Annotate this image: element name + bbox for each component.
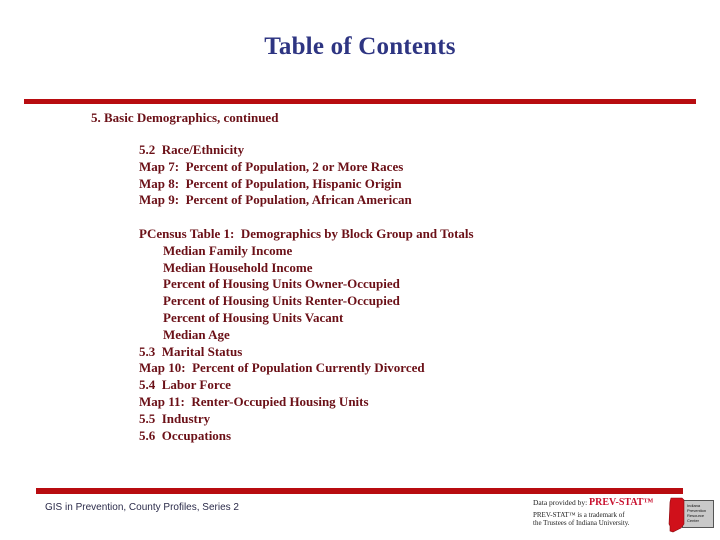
logo-text-line: Center	[687, 518, 700, 523]
footer-divider	[36, 488, 683, 494]
prev-stat-brand: PREV-STAT™	[589, 497, 654, 508]
toc-item: Map 10: Percent of Population Currently Divorced	[139, 360, 425, 376]
provided-by-line	[533, 499, 663, 507]
toc-item: 5.6 Occupations	[139, 427, 232, 443]
toc-item: 5.5 Industry	[139, 410, 211, 426]
toc-item: 5.4 Labor Force	[139, 377, 231, 393]
toc-subitem: Median Family Income	[163, 242, 293, 258]
indiana-state-icon	[668, 496, 690, 534]
toc-item: Map 11: Renter-Occupied Housing Units	[139, 393, 369, 409]
logo-text-line: Resource	[687, 513, 705, 518]
toc-item: 5.3 Marital Status	[139, 343, 243, 359]
header-divider	[24, 99, 696, 104]
trademark-line-2: the Trustees of Indiana University.	[533, 519, 630, 527]
provided-by-label: Data provided by:	[533, 498, 590, 507]
toc-item: Map 7: Percent of Population, 2 or More Races	[139, 158, 404, 174]
toc-item: Map 9: Percent of Population, African American	[139, 192, 412, 208]
iprc-logo	[664, 494, 716, 534]
toc-subitem: Percent of Housing Units Renter-Occupied	[163, 293, 400, 309]
toc-subitem: Percent of Housing Units Owner-Occupied	[163, 276, 400, 292]
logo-text-line: Indiana	[687, 503, 701, 508]
toc-subitem: Median Age	[163, 326, 230, 342]
toc-item: Map 8: Percent of Population, Hispanic Origin	[139, 175, 402, 191]
toc-subitem: Percent of Housing Units Vacant	[163, 309, 344, 325]
toc-list	[139, 142, 474, 444]
toc-item: 5.2 Race/Ethnicity	[139, 142, 245, 157]
footer-credits	[533, 499, 663, 527]
footer-series-label: GIS in Prevention, County Profiles, Series 2	[45, 502, 239, 513]
trademark-line-1: PREV-STAT™ is a trademark of	[533, 511, 625, 519]
page-title: Table of Contents	[264, 33, 456, 60]
section-heading: 5. Basic Demographics, continued	[91, 110, 279, 125]
toc-subitem: Median Household Income	[163, 259, 313, 275]
logo-text-line: Prevention	[687, 508, 707, 513]
toc-item: PCensus Table 1: Demographics by Block Group and Totals	[139, 225, 474, 241]
